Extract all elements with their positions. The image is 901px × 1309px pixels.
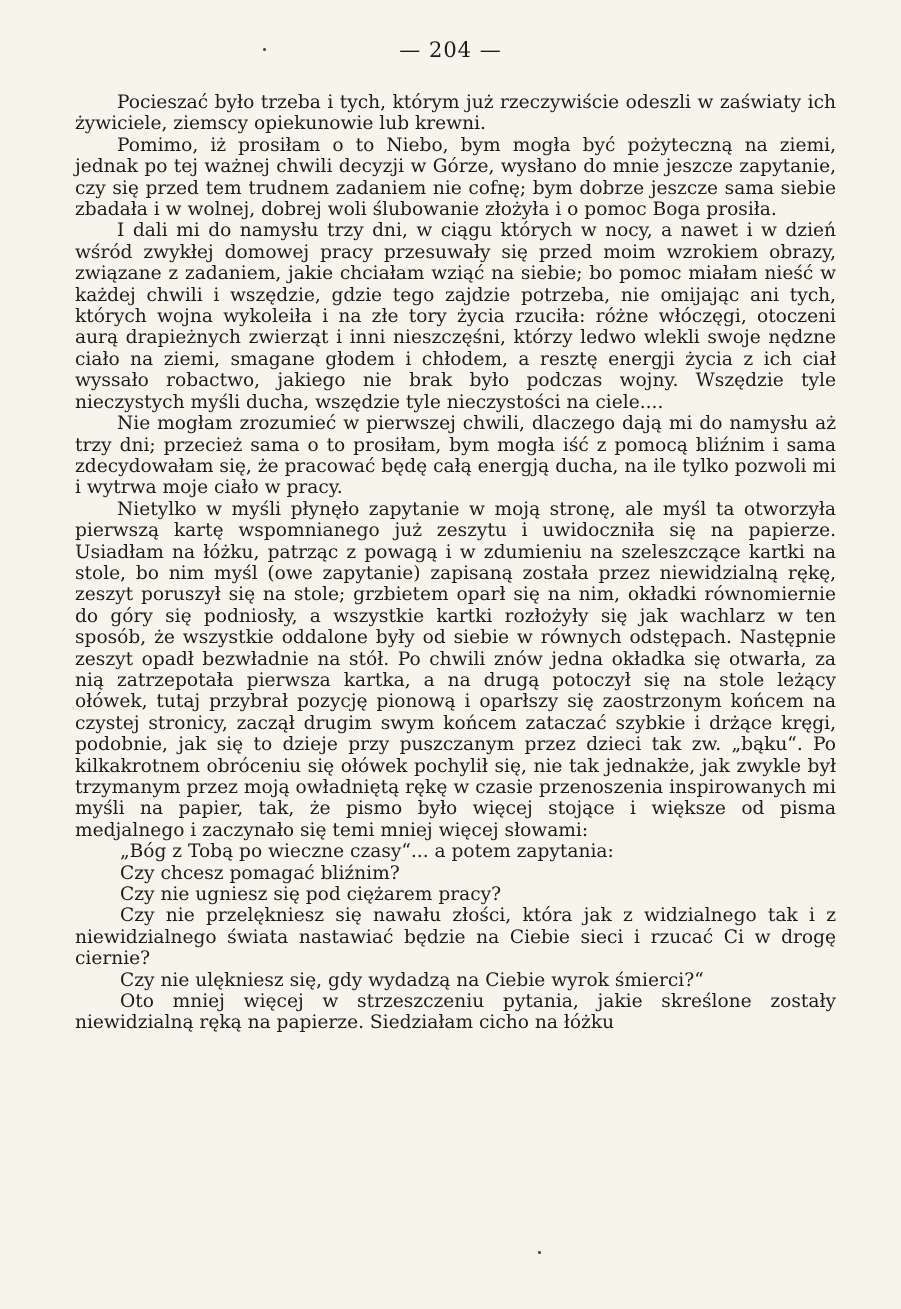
- question-2: Czy nie ugniesz się pod ciężarem pracy?: [120, 884, 502, 906]
- paragraph-1: Pocieszać było trzeba i tych, którym już rzeczywiście odeszli w zaświaty ich żywiciele, ziemscy opiekunowie lub krewni.: [75, 92, 836, 135]
- paragraph-3: I dali mi do namysłu trzy dni, w ciągu których w nocy, a nawet i w dzień wśród zwykłej domowej pracy przesuwały się przed moim wzrokiem obrazy, związane z zadaniem, jakie chciałam wziąć na siebie; bo pomoc miałam nieść w każdej chwili i wszędzie, gdzie tego zajdzie potrzeba, nie omijając ani tych, których wojna wykoleiła i na złe tory życia rzuciła: różne włóczęgi, otoczeni aurą drapieżnych zwierząt i inni nieszczęśni, którzy ledwo wlekli swoje nędzne ciało na ziemi, smagane głodem i chłodem, a resztę energji życia z ich ciał wyssało robactwo, jakiego nie brak było podczas wojny. Wszędzie tyle nieczystych myśli ducha, wszędzie tyle nieczystości na ciele....: [75, 220, 836, 413]
- paragraph-5: Nietylko w myśli płynęło zapytanie w moją stronę, ale myśl ta otworzyła pierwszą kartę wspomnianego już zeszytu i uwidoczniła się na papierze. Usiadłam na łóżku, patrząc z powagą i w zdumieniu na szeleszczące kartki na stole, bo nim myśl (owe zapytanie) zapisaną została przez niewidzialną rękę, zeszyt poruszył się na stole; grzbietem oparł się na nim, okładki równomiernie do góry się podniosły, a wszystkie kartki rozłożyły się jak wachlarz w ten sposób, że wszystkie oddalone były od siebie w równych odstępach. Następnie zeszyt opadł bezwładnie na stół. Po chwili znów jedna okładka się otwarła, za nią zatrzepotała pierwsza kartka, a na drugą potoczył się na stole leżący ołówek, tutaj przybrał pozycję pionową i oparłszy się zaostrzonym końcem na czystej stronicy, zaczął drugim swym końcem zataczać szybkie i drżące kręgi, podobnie, jak się to dzieje przy puszczanym przez dzieci tak zw. „bąku“. Po kilkakrotnem obróceniu się ołówek pochylił się, nie tak jednakże, jak zwykle był trzymanym przez moją owładniętą rękę w czasie przenoszenia inspirowanych mi myśli na papier, tak, że pismo było więcej stojące i większe od pisma medjalnego i zaczynało się temi mniej więcej słowami:: [75, 498, 836, 841]
- question-3: Czy nie przelękniesz się nawału złości, która jak z widzialnego tak i z niewidzialnego świata nastawiać będzie na Ciebie sieci i rzucać Ci w drogę ciernie?: [75, 905, 836, 970]
- quoted-greeting: „Bóg z Tobą po wieczne czasy“... a potem zapytania:: [120, 841, 614, 863]
- paragraph-final: Oto mniej więcej w strzeszczeniu pytania, jakie skreślone zostały niewidzialną ręką na papierze. Siedziałam cicho na łóżku: [75, 991, 836, 1034]
- question-1: Czy chcesz pomagać bliźnim?: [120, 862, 400, 884]
- paragraph-4: Nie mogłam zrozumieć w pierwszej chwili, dlaczego dają mi do namysłu aż trzy dni; przecież sama o to prosiłam, bym mogła iść z pomocą bliźnim i sama zdecydowałam się, że pracować będę całą energją ducha, na ile tylko pozwoli mi i wytrwa moje ciało w pracy.: [75, 413, 836, 499]
- page-number: — 204 —: [399, 38, 502, 62]
- question-4: Czy nie ulękniesz się, gdy wydadzą na Ciebie wyrok śmierci?“: [120, 969, 704, 991]
- print-speck: [538, 1251, 541, 1254]
- body-text: [75, 92, 836, 1034]
- paragraph-2: Pomimo, iż prosiłam o to Niebo, bym mogła być pożyteczną na ziemi, jednak po tej ważnej chwili decyzji w Górze, wysłano do mnie jeszcze zapytanie, czy się przed tem trudnem zadaniem nie cofnę; bym dobrze jeszcze sama siebie zbadała i w wolnej, dobrej woli ślubowanie złożyła i o pomoc Boga prosiła.: [75, 134, 836, 221]
